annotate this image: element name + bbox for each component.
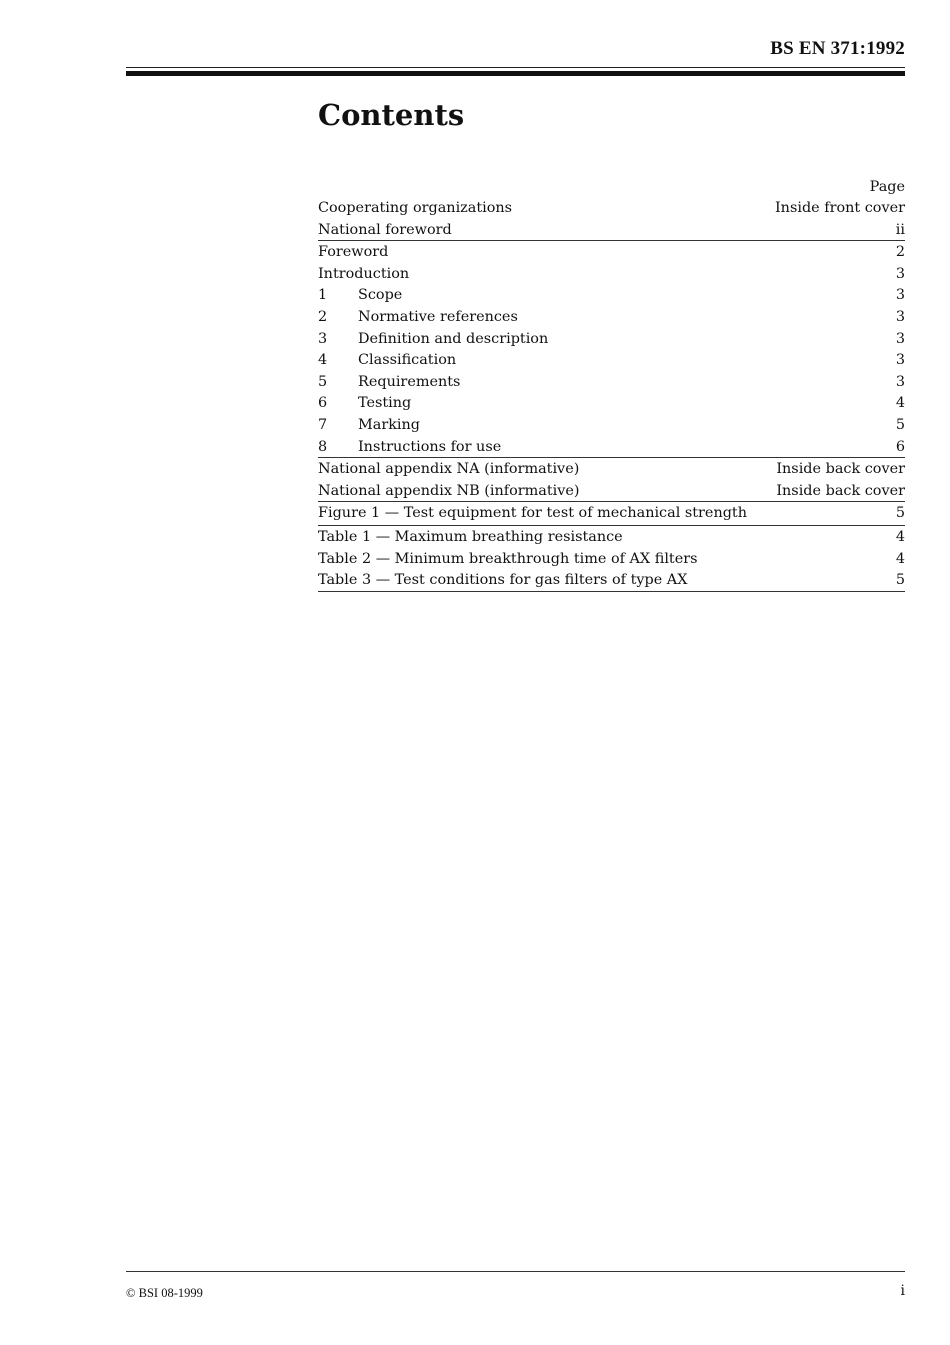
toc-entry-title (318, 350, 456, 372)
toc-clause-number: 2 (318, 308, 328, 325)
toc-entry-label: Cooperating organizations (318, 200, 513, 216)
toc-entry-page: 5 (895, 416, 905, 433)
toc-entry[interactable] (318, 285, 905, 307)
toc-entry[interactable] (318, 481, 905, 503)
footer-rule (126, 1271, 905, 1272)
toc-entry-title (318, 526, 623, 549)
page-number: i (900, 1283, 905, 1299)
toc-entry-page: 3 (895, 330, 905, 347)
toc-entry-label: National foreword (318, 221, 452, 238)
toc-entry[interactable] (318, 549, 905, 571)
toc-entry[interactable] (318, 372, 905, 394)
toc-clause-number: 4 (318, 352, 328, 369)
header-rule-thin (126, 67, 905, 68)
toc-entry-title (318, 241, 388, 264)
toc-entry-title (318, 437, 501, 459)
toc-entry-title (318, 502, 747, 525)
header-rule-thick (126, 71, 905, 76)
toc-entry-label: Figure 1 — Test equipment for test of mechanical strength (318, 505, 747, 522)
toc-entry-label: Scope (358, 287, 403, 304)
toc-entry-label: National appendix NB (informative) (318, 482, 580, 499)
page-title: Contents (318, 98, 465, 132)
toc-entry-label: Table 3 — Test conditions for gas filters of type AX (318, 572, 688, 589)
toc-entry-page: ii (895, 221, 905, 238)
toc-entry[interactable] (318, 526, 905, 549)
toc-entry-title (318, 570, 687, 592)
table-of-contents (318, 176, 905, 592)
toc-entry-label: Normative references (358, 308, 518, 325)
toc-entry[interactable] (318, 198, 905, 220)
toc-entry-label: Table 1 — Maximum breathing resistance (318, 528, 623, 545)
document-id: BS EN 371:1992 (770, 38, 905, 59)
toc-entry[interactable] (318, 415, 905, 437)
toc-entry-title (318, 393, 411, 415)
toc-entry-title (318, 285, 402, 307)
toc-entry-title (318, 264, 409, 286)
toc-entry[interactable] (318, 307, 905, 329)
toc-clause-number: 6 (318, 395, 328, 412)
toc-entry-page: 3 (895, 308, 905, 325)
toc-entry-page: Inside back cover (776, 482, 905, 499)
toc-clause-number: 5 (318, 373, 328, 390)
toc-entry-label: Classification (358, 352, 457, 369)
toc-entry-label: Instructions for use (358, 438, 502, 455)
toc-entry-page: 3 (895, 287, 905, 304)
toc-entry-page: 2 (895, 244, 905, 261)
toc-entry-page: 5 (895, 505, 905, 522)
toc-entry[interactable] (318, 570, 905, 592)
toc-entry[interactable] (318, 220, 905, 242)
toc-entry-label: Introduction (318, 265, 410, 282)
toc-entry[interactable] (318, 393, 905, 415)
toc-entry-page: 5 (895, 572, 905, 589)
toc-entry-label: Testing (358, 395, 412, 412)
toc-entry-title (318, 307, 518, 329)
toc-entry-label: Requirements (358, 373, 461, 390)
toc-clause-number: 7 (318, 416, 328, 433)
toc-entry-page: 3 (895, 265, 905, 282)
toc-entry-page: 3 (895, 352, 905, 369)
toc-entry[interactable] (318, 502, 905, 526)
toc-entry-title (318, 458, 579, 481)
toc-entry-title (318, 372, 460, 394)
toc-entry[interactable] (318, 458, 905, 481)
toc-entry-page: Inside back cover (776, 461, 905, 478)
toc-clause-number: 3 (318, 330, 328, 347)
toc-entry-label: Foreword (318, 244, 389, 261)
toc-entry[interactable] (318, 350, 905, 372)
toc-clause-number: 8 (318, 438, 328, 455)
toc-entry-page: Inside front cover (775, 200, 905, 216)
toc-entry[interactable] (318, 264, 905, 286)
toc-entry-page: 4 (895, 528, 905, 545)
toc-entry[interactable] (318, 329, 905, 351)
toc-entry-page: 4 (895, 550, 905, 567)
toc-entry-page: 4 (895, 395, 905, 412)
toc-entry[interactable] (318, 437, 905, 459)
toc-entry-page: 6 (895, 438, 905, 455)
toc-entry-title (318, 329, 548, 351)
toc-page-heading: Page (869, 179, 905, 195)
toc-entry-title (318, 481, 580, 503)
toc-clause-number: 1 (318, 287, 328, 304)
toc-entry-label: National appendix NA (informative) (318, 461, 580, 478)
copyright-notice: © BSI 08-1999 (126, 1286, 203, 1300)
toc-entry-label: Marking (358, 416, 420, 433)
toc-entry-page: 3 (895, 373, 905, 390)
toc-entry-label: Definition and description (358, 330, 549, 347)
toc-entry-title (318, 198, 512, 220)
toc-entry-label: Table 2 — Minimum breakthrough time of AX filters (318, 550, 698, 567)
toc-entry-title (318, 549, 698, 571)
toc-entry[interactable] (318, 241, 905, 264)
toc-entry-title (318, 415, 420, 437)
toc-entry-title (318, 220, 452, 242)
